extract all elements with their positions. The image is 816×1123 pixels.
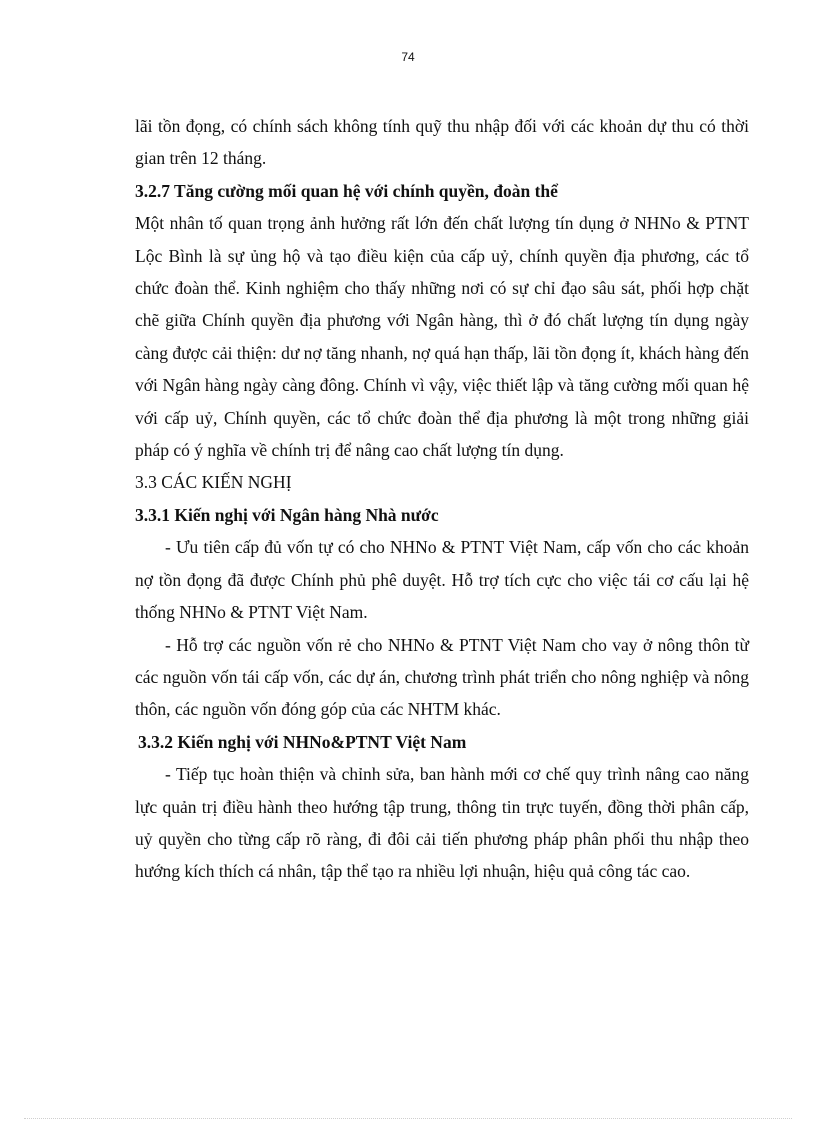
page-number: 74 xyxy=(401,50,415,64)
page-bottom-divider xyxy=(24,1118,792,1119)
bullet-item-management: - Tiếp tục hoàn thiện và chỉnh sửa, ban hành mới cơ chế quy trình nâng cao năng lực quản trị điều hành theo hướng tập trung, thông tin trực tuyến, đồng thời phân cấp, uỷ quyền cho từng cấp rõ ràng, đi đôi cải tiến phương pháp phân phối thu nhập theo hướng kích thích cá nhân, tập thể tạo ra nhiều lợi nhuận, hiệu quả công tác cao. xyxy=(135,764,749,882)
section-heading-3-3-1: 3.3.1 Kiến nghị với Ngân hàng Nhà nước xyxy=(135,504,439,525)
section-heading-3-3: 3.3 CÁC KIẾN NGHỊ xyxy=(135,472,292,493)
paragraph-government-relations: Một nhân tố quan trọng ảnh hưởng rất lớn đến chất lượng tín dụng ở NHNo & PTNT Lộc Bình là sự ủng hộ và tạo điều kiện của cấp uỷ, chính quyền địa phương, các tổ chức đoàn thể. Kinh nghiệm cho thấy những nơi có sự chỉ đạo sâu sát, phối hợp chặt chẽ giữa Chính quyền địa phương với Ngân hàng, thì ở đó chất lượng tín dụng ngày càng được cải thiện: dư nợ tăng nhanh, nợ quá hạn thấp, lãi tồn đọng ít, khách hàng đến với Ngân hàng ngày càng đông. Chính vì vậy, việc thiết lập và tăng cường mối quan hệ với cấp uỷ, Chính quyền, các tổ chức đoàn thể địa phương là một trong những giải pháp có ý nghĩa về chính trị để nâng cao chất lượng tín dụng. xyxy=(135,213,749,461)
bullet-item-capital: - Ưu tiên cấp đủ vốn tự có cho NHNo & PTNT Việt Nam, cấp vốn cho các khoản nợ tồn đọng đã được Chính phủ phê duyệt. Hỗ trợ tích cực cho việc tái cơ cấu lại hệ thống NHNo & PTNT Việt Nam. xyxy=(135,537,749,623)
paragraph-continuation: lãi tồn đọng, có chính sách không tính quỹ thu nhập đối với các khoản dự thu có thời gian trên 12 tháng. xyxy=(135,116,749,169)
document-body xyxy=(135,110,749,888)
section-heading-3-2-7: 3.2.7 Tăng cường mối quan hệ với chính quyền, đoàn thể xyxy=(135,180,558,201)
bullet-item-cheap-funds: - Hỗ trợ các nguồn vốn rẻ cho NHNo & PTNT Việt Nam cho vay ở nông thôn từ các nguồn vốn tái cấp vốn, các dự án, chương trình phát triển cho nông nghiệp và nông thôn, các nguồn vốn đóng góp của các NHTM khác. xyxy=(135,634,749,720)
section-heading-3-3-2: 3.3.2 Kiến nghị với NHNo&PTNT Việt Nam xyxy=(138,731,467,752)
